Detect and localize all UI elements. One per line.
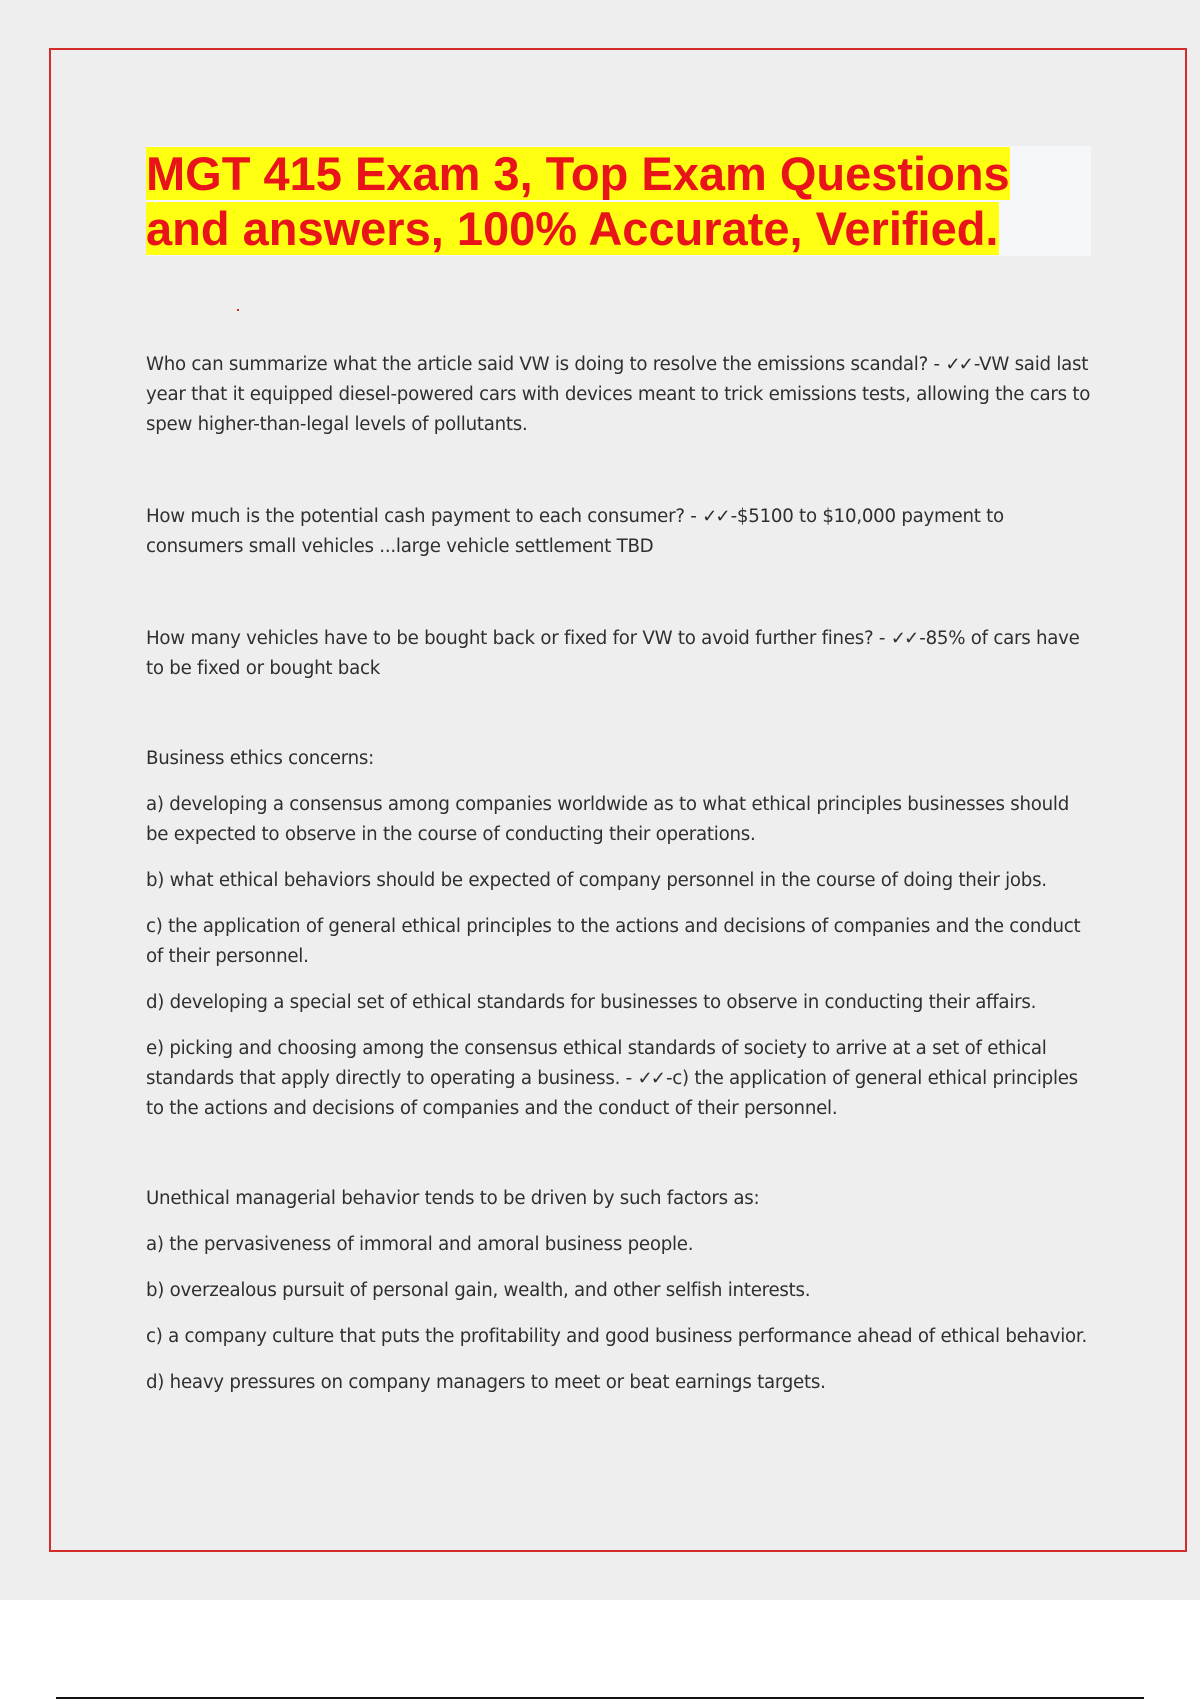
answer-text: -85% of cars have to be fixed or bought back xyxy=(146,628,1080,679)
page-title xyxy=(146,146,1091,256)
answer-text: -c) the application of general ethical principles to the actions and decisions of companies and the conduct of their personnel. xyxy=(146,1068,1078,1119)
option-c: c) a company culture that puts the profitability and good business performance ahead of ethical behavior. xyxy=(146,1326,1088,1347)
option-b: b) overzealous pursuit of personal gain, wealth, and other selfish interests. xyxy=(146,1280,811,1301)
option-e: e) picking and choosing among the consensus ethical standards of society to arrive at a set of ethical standards that apply directly to operating a business. - xyxy=(146,1038,1047,1089)
unethical-question xyxy=(146,1184,1091,1398)
qa-paragraph xyxy=(146,350,1091,440)
option-a: a) developing a consensus among companies worldwide as to what ethical principles businesses should be expected to observe in the course of conducting their operations. xyxy=(146,794,1069,845)
option-e-with-answer xyxy=(146,1034,1091,1124)
option-a: a) the pervasiveness of immoral and amoral business people. xyxy=(146,1234,694,1255)
double-check-icon: ✓✓ xyxy=(637,1068,664,1089)
answer-text: -$5100 to $10,000 payment to consumers small vehicles ...large vehicle settlement TBD xyxy=(146,506,1004,557)
question-text: How many vehicles have to be bought back or fixed for VW to avoid further fines? - xyxy=(146,628,891,649)
qa-item xyxy=(146,624,1091,684)
double-check-icon: ✓✓ xyxy=(945,354,972,375)
option-b: b) what ethical behaviors should be expected of company personnel in the course of doing their jobs. xyxy=(146,870,1047,891)
qa-item xyxy=(146,502,1091,562)
qa-item xyxy=(146,350,1091,440)
answer-text: -VW said last year that it equipped diesel-powered cars with devices meant to trick emissions tests, allowing the cars to spew higher-than-legal levels of pollutants. xyxy=(146,354,1091,435)
double-check-icon: ✓✓ xyxy=(890,628,918,649)
option-c: c) the application of general ethical principles to the actions and decisions of companies and the conduct of their personnel. xyxy=(146,916,1081,967)
option-d: d) heavy pressures on company managers to meet or beat earnings targets. xyxy=(146,1372,826,1393)
question-prompt: Unethical managerial behavior tends to be driven by such factors as: xyxy=(146,1188,760,1209)
title-block xyxy=(146,146,1091,256)
question-text: How much is the potential cash payment to each consumer? - xyxy=(146,506,703,527)
title-line-1: MGT 415 Exam 3, Top Exam Questions xyxy=(146,147,1010,200)
page-bottom-rule xyxy=(56,1697,1144,1699)
question-prompt: Business ethics concerns: xyxy=(146,748,375,769)
option-d: d) developing a special set of ethical standards for businesses to observe in conducting their affairs. xyxy=(146,992,1037,1013)
qa-paragraph xyxy=(146,502,1091,562)
stray-mark xyxy=(237,309,239,311)
question-text: Who can summarize what the article said VW is doing to resolve the emissions scandal? - xyxy=(146,354,946,375)
double-check-icon: ✓✓ xyxy=(702,506,729,527)
document-body xyxy=(146,350,1091,1398)
ethics-question xyxy=(146,744,1091,1124)
title-line-2: and answers, 100% Accurate, Verified. xyxy=(146,202,999,255)
qa-paragraph xyxy=(146,624,1091,684)
